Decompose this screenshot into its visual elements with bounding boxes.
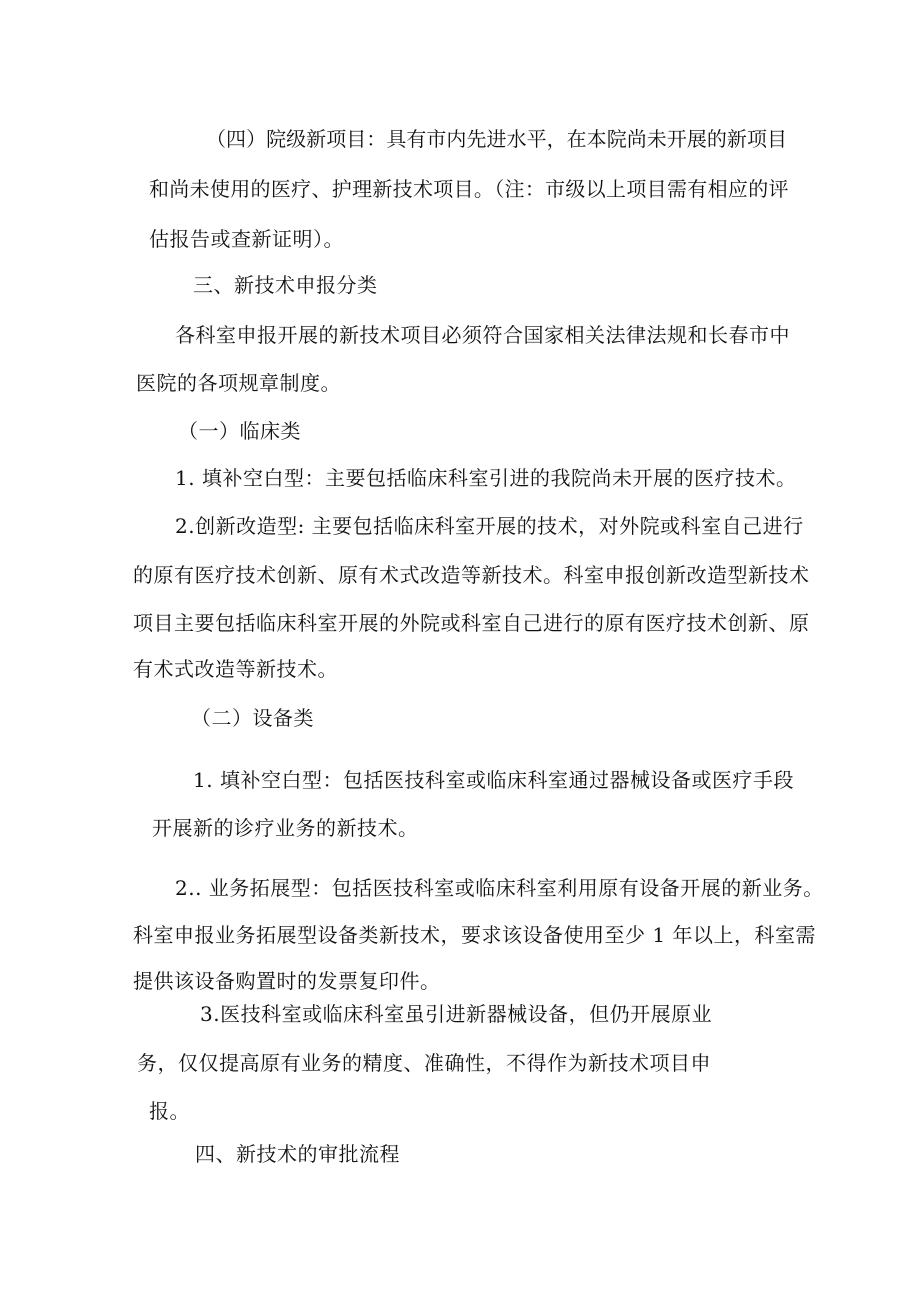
text-line: 医院的各项规章制度。 xyxy=(136,371,341,395)
text-line: 各科室申报开展的新技术项目必须符合国家相关法律法规和长春市中 xyxy=(175,323,790,347)
text-line: 开展新的诊疗业务的新技术。 xyxy=(152,816,419,840)
text-line: 3.医技科室或临床科室虽引进新器械设备，但仍开展原业 xyxy=(200,1002,713,1026)
text-line: 的原有医疗技术创新、原有术式改造等新技术。科室申报创新改造型新技术 xyxy=(133,563,810,587)
section-heading: 四、新技术的审批流程 xyxy=(195,1142,400,1166)
section-heading: 三、新技术申报分类 xyxy=(193,273,378,297)
text-line: 2.. 业务拓展型：包括医技科室或临床科室利用原有设备开展的新业务。 xyxy=(175,876,824,900)
text-line: 2.创新改造型: 主要包括临床科室开展的技术，对外院或科室自己进行 xyxy=(175,514,804,538)
text-line: （四）院级新项目：具有市内先进水平，在本院尚未开展的新项目 xyxy=(206,127,788,151)
text-line: 估报告或查新证明）。 xyxy=(149,227,344,251)
text-line: 有术式改造等新技术。 xyxy=(133,657,338,681)
text-line: 务，仅仅提高原有业务的精度、准确性，不得作为新技术项目申 xyxy=(137,1051,711,1075)
text-line: 科室申报业务拓展型设备类新技术，要求该设备使用至少 1 年以上，科室需 xyxy=(133,923,816,947)
text-line: 1. 填补空白型：主要包括临床科室引进的我院尚未开展的医疗技术。 xyxy=(175,466,797,490)
text-line: 项目主要包括临床科室开展的外院或科室自己进行的原有医疗技术创新、原 xyxy=(133,611,810,635)
text-line: 报。 xyxy=(149,1099,190,1123)
text-line: 提供该设备购置时的发票复印件。 xyxy=(133,969,441,993)
text-line: 1. 填补空白型：包括医技科室或临床科室通过器械设备或医疗手段 xyxy=(193,768,794,792)
text-line: 和尚未使用的医疗、护理新技术项目。（注：市级以上项目需有相应的评 xyxy=(149,177,789,201)
subsection-heading: （一）临床类 xyxy=(178,419,301,443)
subsection-heading: （二）设备类 xyxy=(191,706,314,730)
